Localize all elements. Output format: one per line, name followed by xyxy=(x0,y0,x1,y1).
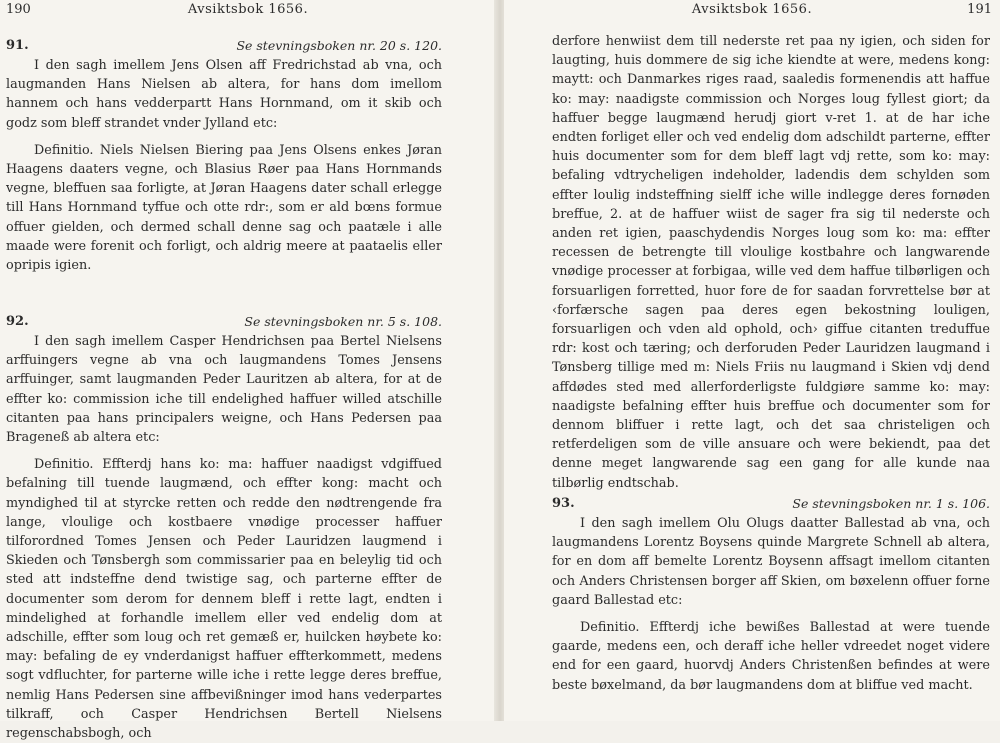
entry-case-text: I den sagh imellem Casper Hendrichsen paa Bertel Nielsens arffuingers vegne ab vna och laugmandens Tomes Jensens arffuinger, samt laugmanden Peder Lauritzen ab altera, for at de effter ko: commission iche till endelighed haffuer willed atschille citanten paa hans principalers weigne, och Hans Pedersen paa Brageneß ab altera etc: xyxy=(6,334,442,446)
entry-heading xyxy=(552,494,990,514)
entry-heading xyxy=(6,36,442,56)
page-number: 191 xyxy=(967,2,992,17)
entry-92 xyxy=(6,312,442,743)
right-page-header xyxy=(504,0,1000,20)
entry-definitio-text: Definitio. Effterdj hans ko: ma: haffuer naadigst vdgiffued befalning till tuende laugmænd, och effter kong: macht och myndighed til at styrcke retten och redde den nødtrengende fra lange, vloulige och kostbaere vnødige processer haffuer tilforordned Tomes Jensen och Peder Lauridzen laugmend i Skieden och Tønsbergh som commissarier paa en beleylig tid och sted att indsteffne dend twistige sag, och parterne effter de documenter som derom for dennem bleff i rette lagt, endten i mindelighed at forhandle imellem eller ved endelig dom at adschille, effter som loug och ret gemæß er, huilcken høybete ko: may: befaling de ey vnderdanigst haffuer effterkommett, medens sogt vdfluchter, for parterne wille iche i rette legge deres breffue, nemlig Hans Pedersen sine affbevißninger imod hans vederpartes tilkraff, och Casper Hendrichsen Bertell Nielsens regenschabsbogh, och xyxy=(6,457,442,742)
left-page-header xyxy=(0,0,496,20)
entry-reference: Se stevningsboken nr. 20 s. 120. xyxy=(236,38,442,53)
entry-definitio-text: Definitio. Effterdj iche bewißes Ballestad at were tuende gaarde, medens een, och deraff iche heller vdreedet noget videre end for een gaard, huorvdj Anders Christenßen befindes at were beste bøxelmand, da bør laugmandens dom at bliffue ved macht. xyxy=(552,620,990,693)
right-page xyxy=(504,0,1000,721)
entry-92-continuation xyxy=(552,32,990,493)
entry-heading xyxy=(6,312,442,332)
left-page xyxy=(0,0,496,742)
entry-case-text: I den sagh imellem Olu Olugs daatter Ballestad ab vna, och laugmandens Lorentz Boysens quinde Margrete Schnell ab altera, for en dom aff bemelte Lorentz Boysenn affsagt imellom citanten och Anders Christensen borger aff Skien, om bøxelenn offuer forne gaard Ballestad etc: xyxy=(552,516,990,608)
entry-reference: Se stevningsboken nr. 5 s. 108. xyxy=(244,314,442,329)
entry-93 xyxy=(552,494,990,695)
entry-91 xyxy=(6,36,442,275)
running-title: Avsiktsbok 1656. xyxy=(691,2,813,17)
page-number: 190 xyxy=(6,2,31,17)
continuation-text: derfore henwiist dem till nederste ret paa ny igien, och siden for laugting, huis dommere de sig iche kiendte at were, medens kong: maytt: och Danmarkes riges raad, saaledis formenendis att haffue ko: may: naadigste commission och Norges loug fyllest giort; da haffuer begge laugmænd herudj giort v-ret 1. at de har iche endten forliget eller och ved endelig dom adschildt parterne, effter huis documenter som for dem bleff lagt vdj rette, som ko: may: befaling vdtrycheligen indeholder, ladendis dem schylden som effter loulig indsteffning sielff iche wille indlegge deres fornøden breffue, 2. at de haffuer wiist de sager fra sig til nederste och anden ret igien, paaschydendis Norges loug som ko: ma: effter recessen de betrengte till vloulige kostbahre och langwarende vnødige processer at forbigaa, wille ved dem haffue tilbørligen och forsuarligen forretted, huor fore de for saadan forvrettelse bør at ‹forfærsche sagen paa deres egen bekostning louligen, forsuarligen och vden ald ophold, och› giffue citanten treduffue rdr: kost och tæring; och derforuden Peder Lauridzen laugmand i Tønsberg tillige med m: Niels Friis nu laugmand i Skien vdj dend affdødes sted med allerforderligste fuldgiøre samme ko: may: naadigste befalning effter huis breffue och documenter som for dennom bliffuer i rette lagt, och det saa christeligen och retferdeligen som de ville ansuare och were bekiendt, paa det denne meget langwarende sag een gang for alle kunde naa tilbørlig endtschab. xyxy=(552,34,990,491)
entry-number: 93. xyxy=(552,496,575,511)
running-title: Avsiktsbok 1656. xyxy=(187,2,309,17)
entry-case-text: I den sagh imellem Jens Olsen aff Fredrichstad ab vna, och laugmanden Hans Nielsen ab altera, for hans dom imellom hannem och hans vedderpartt Hans Hornmand, om it skib och godz som bleff strandet vnder Jylland etc: xyxy=(6,58,442,131)
entry-number: 91. xyxy=(6,38,29,53)
entry-number: 92. xyxy=(6,314,29,329)
entry-reference: Se stevningsboken nr. 1 s. 106. xyxy=(792,496,990,511)
entry-definitio-text: Definitio. Niels Nielsen Biering paa Jens Olsens enkes Jøran Haagens daaters vegne, och Blasius Røer paa Hans Hornmands vegne, bleffuen saa forligte, at Jøran Haagens dater schall erlegge till Hans Hornmand tyffue och otte rdr:, som er ald bœns formue offuer gielden, och dermed schall denne sag och paatæle i alle maade were forenit och forligt, och aldrig meere at paataelis eller opripis igien. xyxy=(6,142,442,274)
